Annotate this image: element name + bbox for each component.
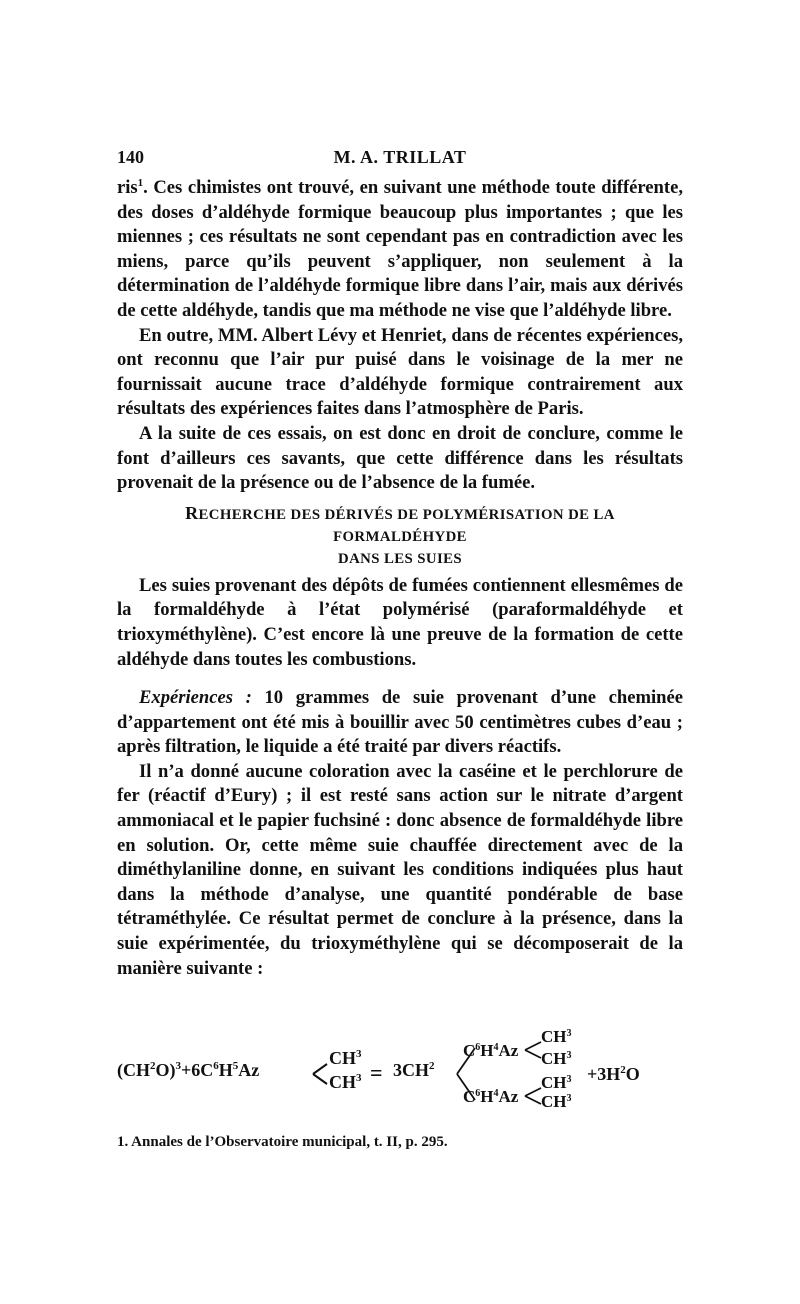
heading-rest: ECHERCHE DES DÉRIVÉS DE POLYMÉRISATION DE LA FORMALDÉHYDE — [198, 506, 615, 545]
eq-left: $(CH^2O)^3+6C^6H^5Az$ — [117, 1060, 260, 1080]
eq-branch-top: $C^6H^4Az$ — [463, 1041, 519, 1060]
paragraph-5-text: 10 grammes de suie provenant d’une cheminée d’appartement ont été mis à bouillir avec 50 centimètres cubes d’eau ; après filtration, le liquide a été traité par divers réactifs. — [117, 687, 683, 758]
paragraph-2: En outre, MM. Albert Lévy et Henriet, dans de récentes expériences, ont reconnu que l’air pur puisé dans le voisinage de la mer ne fournissait aucune trace d’aldéhyde formique contrairement aux résultats des expériences faites dans l’atmosphère de Paris. — [117, 324, 683, 420]
paragraph-1-start: ris — [117, 177, 138, 198]
page-number: 140 — [117, 147, 144, 167]
paragraph-6: Il n’a donné aucune coloration avec la caséine et le perchlorure de fer (réactif d’Eury) ; il est resté sans action sur le nitrate d’argent ammoniacal et le papier fuchsiné : donc absence de formaldéhyde libre en solution. Or, cette même suie chauffée directement avec de la diméthylaniline donne, en suivant les conditions indiquées plus haut dans la méthode d’analyse, une quantité pondérable de base tétraméthylée. Ce résultat permet de conclure à la présence, dans la suie expérimentée, du trioxyméthylène qui se décomposerait de la manière suivante : — [117, 760, 683, 979]
section-heading-line-1 — [117, 502, 683, 548]
eq-r-ch3-4: $CH^3$ — [541, 1092, 572, 1108]
footnote — [117, 1134, 683, 1151]
eq-equals: = — [370, 1060, 383, 1085]
heading-initial: R — [185, 502, 199, 523]
paragraph-1-rest: . Ces chimistes ont trouvé, en suivant une méthode toute différente, des doses d’aldéhyde formique beaucoup plus importantes ; que les miennes ; ces résultats ne sont cependant pas en contradiction avec les miens, parce qu’ils peuvent s’appliquer, non seulement à la détermination de l’aldéhyde formique libre dans l’air, mais aux dérivés de cette aldéhyde, tandis que ma méthode ne vise que l’aldéhyde libre. — [117, 177, 683, 321]
section-heading-line-2: DANS LES SUIES — [337, 550, 463, 567]
footnote-ref: 1 — [137, 177, 144, 189]
eq-branch-bottom: $C^6H^4Az$ — [463, 1087, 519, 1106]
lower-fork — [525, 1088, 541, 1104]
footnote-number: 1. — [117, 1134, 129, 1150]
eq-r-ch3-2: $CH^3$ — [541, 1049, 572, 1068]
paragraph-4: Les suies provenant des dépôts de fumées contiennent ellesmêmes de la formaldéhyde à l’état polymérisé (paraformaldéhyde et trioxyméthylène). C’est encore là une preuve de la formation de cette aldéhyde dans toutes les combustions. — [117, 574, 683, 670]
paragraph-3: A la suite de ces essais, on est donc en droit de conclure, comme le font d’ailleurs ces savants, que cette différence dans les résultats provenait de la présence ou de l’absence de la fumée. — [117, 422, 683, 494]
section-heading — [117, 502, 683, 570]
eq-ch3-top: $CH^3$ — [329, 1048, 362, 1068]
paragraph-1 — [117, 176, 683, 324]
page-header — [117, 147, 683, 173]
upper-fork — [525, 1042, 541, 1058]
equation-svg — [117, 1024, 683, 1108]
eq-r-ch3-1: $CH^3$ — [541, 1027, 572, 1046]
left-branch — [313, 1064, 327, 1084]
body-text — [117, 176, 683, 981]
eq-rhs: $3CH^2$ — [393, 1060, 435, 1080]
eq-water: $+3H^2O$ — [587, 1064, 640, 1084]
eq-ch3-bottom: $CH^3$ — [329, 1072, 362, 1092]
eq-r-ch3-3: $CH^3$ — [541, 1073, 572, 1092]
footnote-text: Annales de l’Observatoire municipal, t. II, p. 295. — [128, 1134, 448, 1150]
running-head: M. A. TRILLAT — [333, 147, 467, 167]
paragraph-5 — [117, 686, 683, 760]
chemical-equation — [117, 1024, 683, 1108]
experiences-label: Expériences : — [139, 687, 252, 709]
